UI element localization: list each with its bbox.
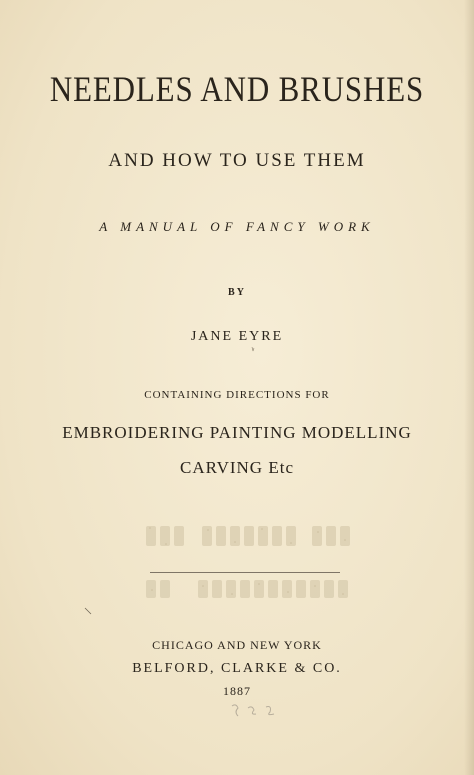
author-name: JANE EYRE	[190, 329, 284, 344]
publication-year: 1887	[223, 684, 251, 698]
book-tagline: A MANUAL OF FANCY WORK	[99, 219, 375, 234]
pencil-annotation	[226, 702, 286, 720]
book-title: NEEDLES AND BRUSHES	[49, 69, 425, 109]
ink-speck	[251, 347, 255, 352]
publisher-name: BELFORD, CLARKE & CO.	[132, 661, 342, 676]
contents-intro: CONTAINING DIRECTIONS FOR	[144, 389, 330, 401]
publication-place: CHICAGO AND NEW YORK	[152, 638, 322, 652]
topics-line-2: CARVING Etc	[180, 458, 294, 477]
ink-speck	[84, 607, 92, 615]
page-edge-shadow	[464, 0, 474, 775]
topics-line-1: EMBROIDERING PAINTING MODELLING	[62, 423, 412, 442]
by-label: BY	[228, 287, 246, 298]
stamp-rule	[150, 572, 340, 573]
library-blind-stamp	[140, 520, 362, 605]
book-subtitle: AND HOW TO USE THEM	[108, 150, 366, 171]
